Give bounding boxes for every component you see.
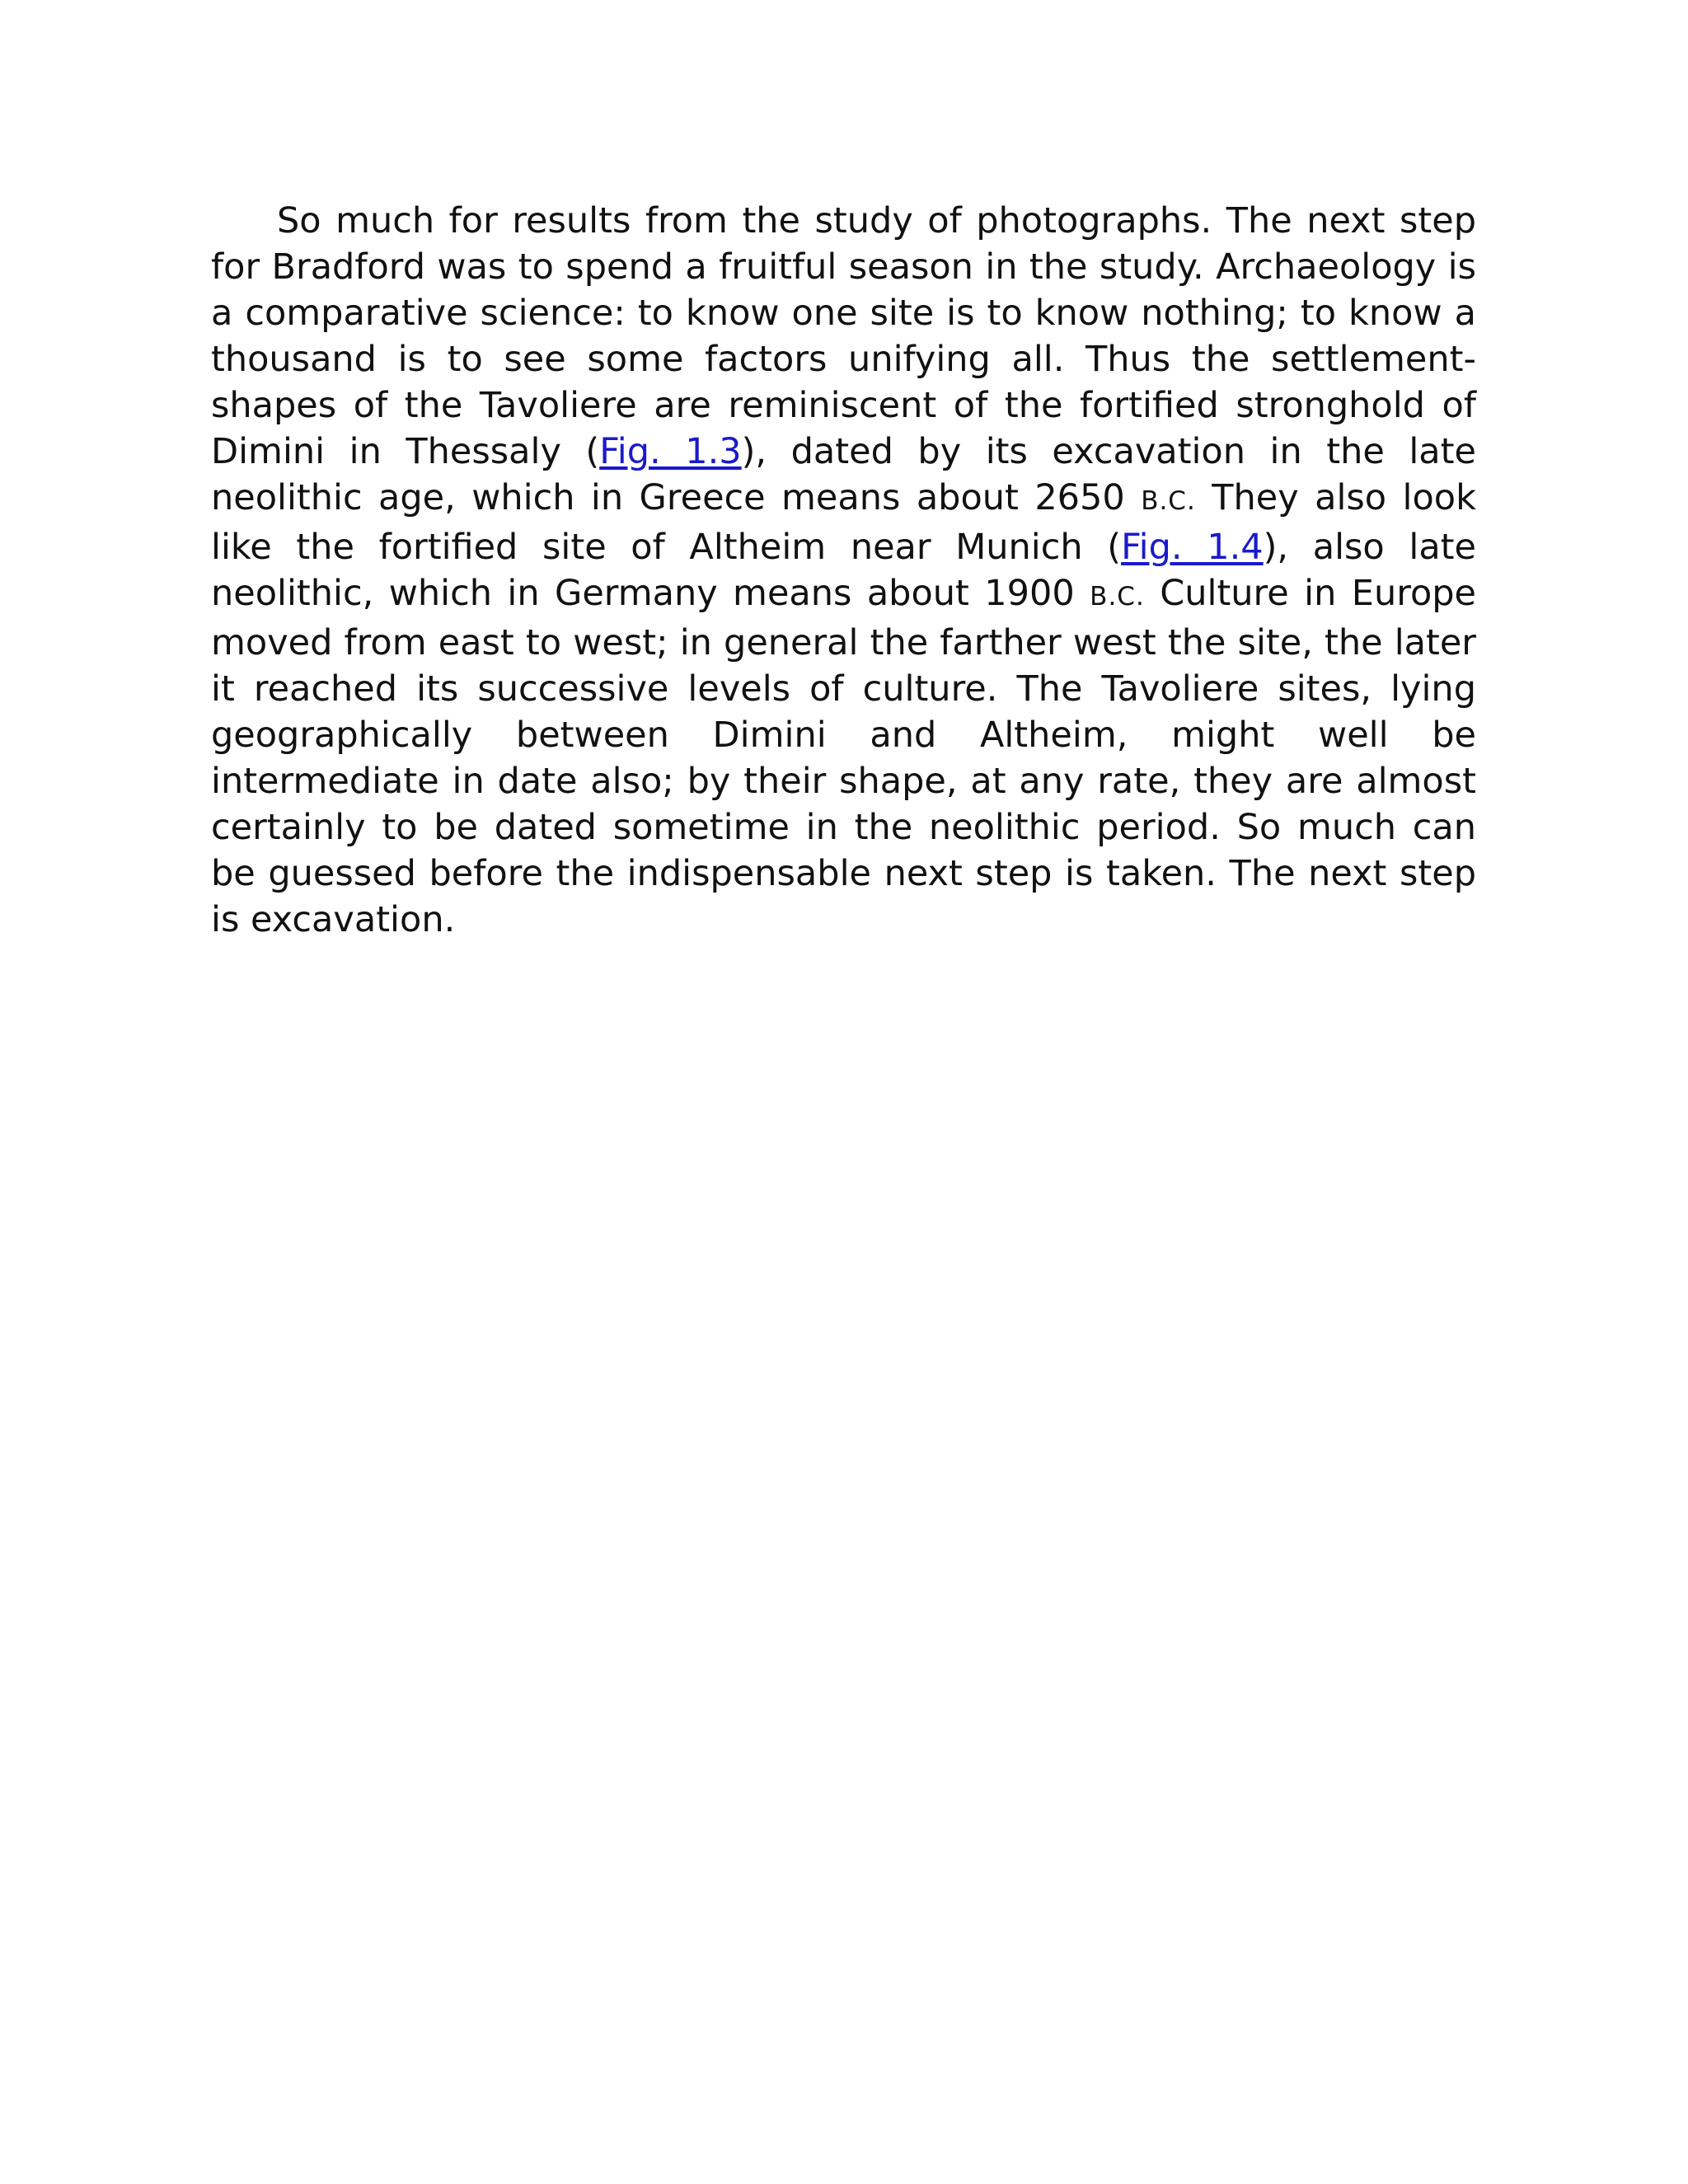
figure-link-1-3[interactable]: Fig. 1.3 [599, 431, 742, 472]
era-abbreviation-2: B.C. [1090, 582, 1145, 612]
body-paragraph [211, 198, 1476, 943]
paragraph-text-4: ), also late neolithic, which in Germany means about 1900 [211, 527, 1477, 614]
figure-link-1-4[interactable]: Fig. 1.4 [1121, 527, 1264, 568]
era-abbreviation-1: B.C. [1141, 486, 1196, 516]
paragraph-text-2: ), dated by its excavation in the late neolithic age, which in Greece means about 2650 [211, 431, 1476, 518]
paragraph-text-1: So much for results from the study of photographs. The next step for Bradford was to spend a fruitful season in the study. Archaeology is a comparative science: to know one site is to know nothing; to know a thousand is to see some factors unifying all. Thus the settlement-shapes of the Tavoliere are reminiscent of the fortified stronghold of Dimini in Thessaly ( [211, 200, 1476, 472]
paragraph-text-5: Culture in Europe moved from east to west; in general the farther west the site, the later it reached its successive levels of culture. The Tavoliere sites, lying geographically between Dimini and Altheim, might well be intermediate in date also; by their shape, at any rate, they are almost certainly to be dated sometime in the neolithic period. So much can be guessed before the indispensable next step is taken. The next step is excavation. [211, 573, 1476, 940]
paragraph-text-3: They also look like the fortified site of Altheim near Munich ( [211, 477, 1476, 568]
